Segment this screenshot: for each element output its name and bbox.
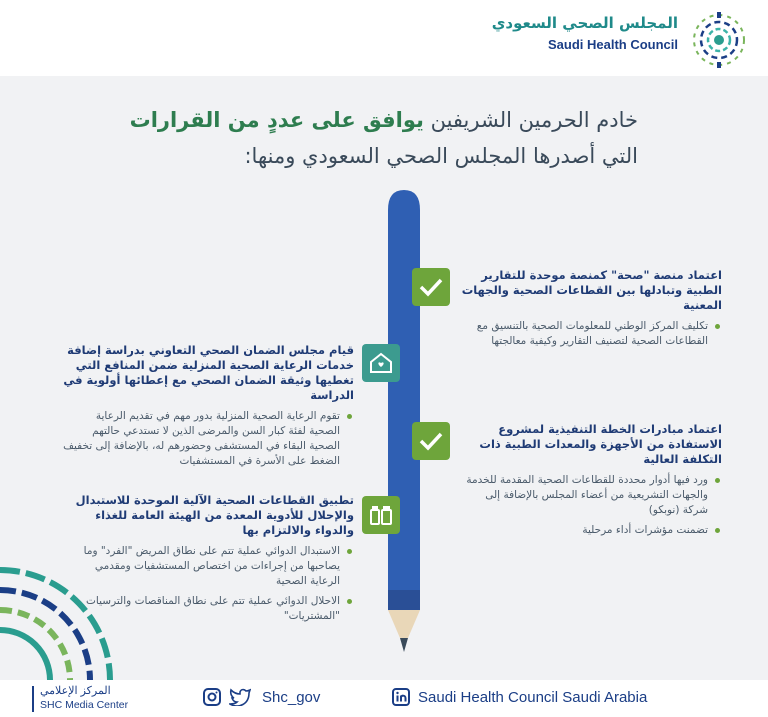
decision-heading: قيام مجلس الضمان الصحي التعاوني بدراسة إضافة خدمات الرعاية الصحية المنزلية ضمن المنافع التي تغطيها وثيقة الضمان الصحي مع إعطائها أولوية في الدراسة	[63, 343, 354, 402]
decision-bullet: تقوم الرعاية الصحية المنزلية بدور مهم في تقديم الرعاية الصحية لفئة كبار السن والمرضى الذين لا تستدعي حالتهم الصحية البقاء في المستشفى وحضورهم له، بالإضافة إلى تخفيف الضغط على الأسرة في المستشفيات	[63, 410, 340, 467]
decision-bullet: تكليف المركز الوطني للمعلومات الصحية بالتنسيق مع القطاعات الصحية لتصنيف التقارير وكيفية معالجتها	[458, 319, 708, 349]
twitter-icon[interactable]	[229, 688, 251, 706]
decision-item-1	[458, 268, 722, 354]
check-icon	[412, 422, 450, 460]
shc-logo-icon	[688, 10, 750, 68]
title-highlight-text: يوافق على عددٍ من القرارات	[129, 108, 424, 132]
page-title-line1	[130, 108, 638, 132]
instagram-icon[interactable]	[203, 688, 221, 706]
decorative-arcs	[0, 560, 120, 680]
decision-bullet: تضمنت مؤشرات أداء مرحلية	[458, 523, 708, 538]
title-normal-text: خادم الحرمين الشريفين	[423, 108, 638, 132]
decision-bullet: الاستبدال الدوائي عملية تتم على نطاق المريض "الفرد" وما يصاحبها من إجراءات من اختصاص المستشفيات ومقدمي الرعاية الصحية	[62, 544, 340, 589]
social-handle[interactable]: Shc_gov	[262, 689, 321, 706]
decision-bullet: ورد فيها أدوار محددة للقطاعات الصحية المقدمة للخدمة والجهات التشريعية من أعضاء المجلس بالإضافة إلى شركة (نوبكو)	[458, 473, 708, 518]
decision-heading: اعتماد مبادرات الخطة التنفيذية لمشروع الاستفادة من الأجهزة والمعدات الطبية ذات التكلفة العالية	[479, 422, 722, 466]
footer	[0, 680, 768, 717]
decision-heading: اعتماد منصة "صحة" كمنصة موحدة للتقارير الطبية وتبادلها بين القطاعات الصحية والجهات المعنية	[461, 268, 722, 312]
decision-heading: تطبيق القطاعات الصحية الآلية الموحدة للاستبدال والإحلال للأدوية المعدة من الهيئة العامة للغذاء والدواء والالتزام بها	[75, 493, 354, 537]
check-icon	[412, 268, 450, 306]
header	[0, 0, 768, 76]
home-care-icon	[362, 344, 400, 382]
page-title-line2: التي أصدرها المجلس الصحي السعودي ومنها:	[244, 144, 638, 168]
logo-text-en: Saudi Health Council	[547, 37, 678, 52]
decision-item-2	[62, 343, 354, 474]
media-center-ar: المركز الإعلامي	[40, 685, 111, 697]
decision-bullet: الاحلال الدوائي عملية تتم على نطاق المناقصات والترسيات "المشتريات"	[62, 594, 340, 624]
decision-item-3	[458, 422, 722, 543]
linkedin-icon[interactable]	[392, 688, 410, 706]
medicine-bottles-icon	[362, 496, 400, 534]
media-center-en: SHC Media Center	[40, 699, 129, 711]
footer-divider	[32, 686, 34, 712]
logo-text-ar: المجلس الصحي السعودي	[491, 14, 678, 32]
linkedin-handle[interactable]: Saudi Health Council Saudi Arabia	[418, 689, 648, 706]
